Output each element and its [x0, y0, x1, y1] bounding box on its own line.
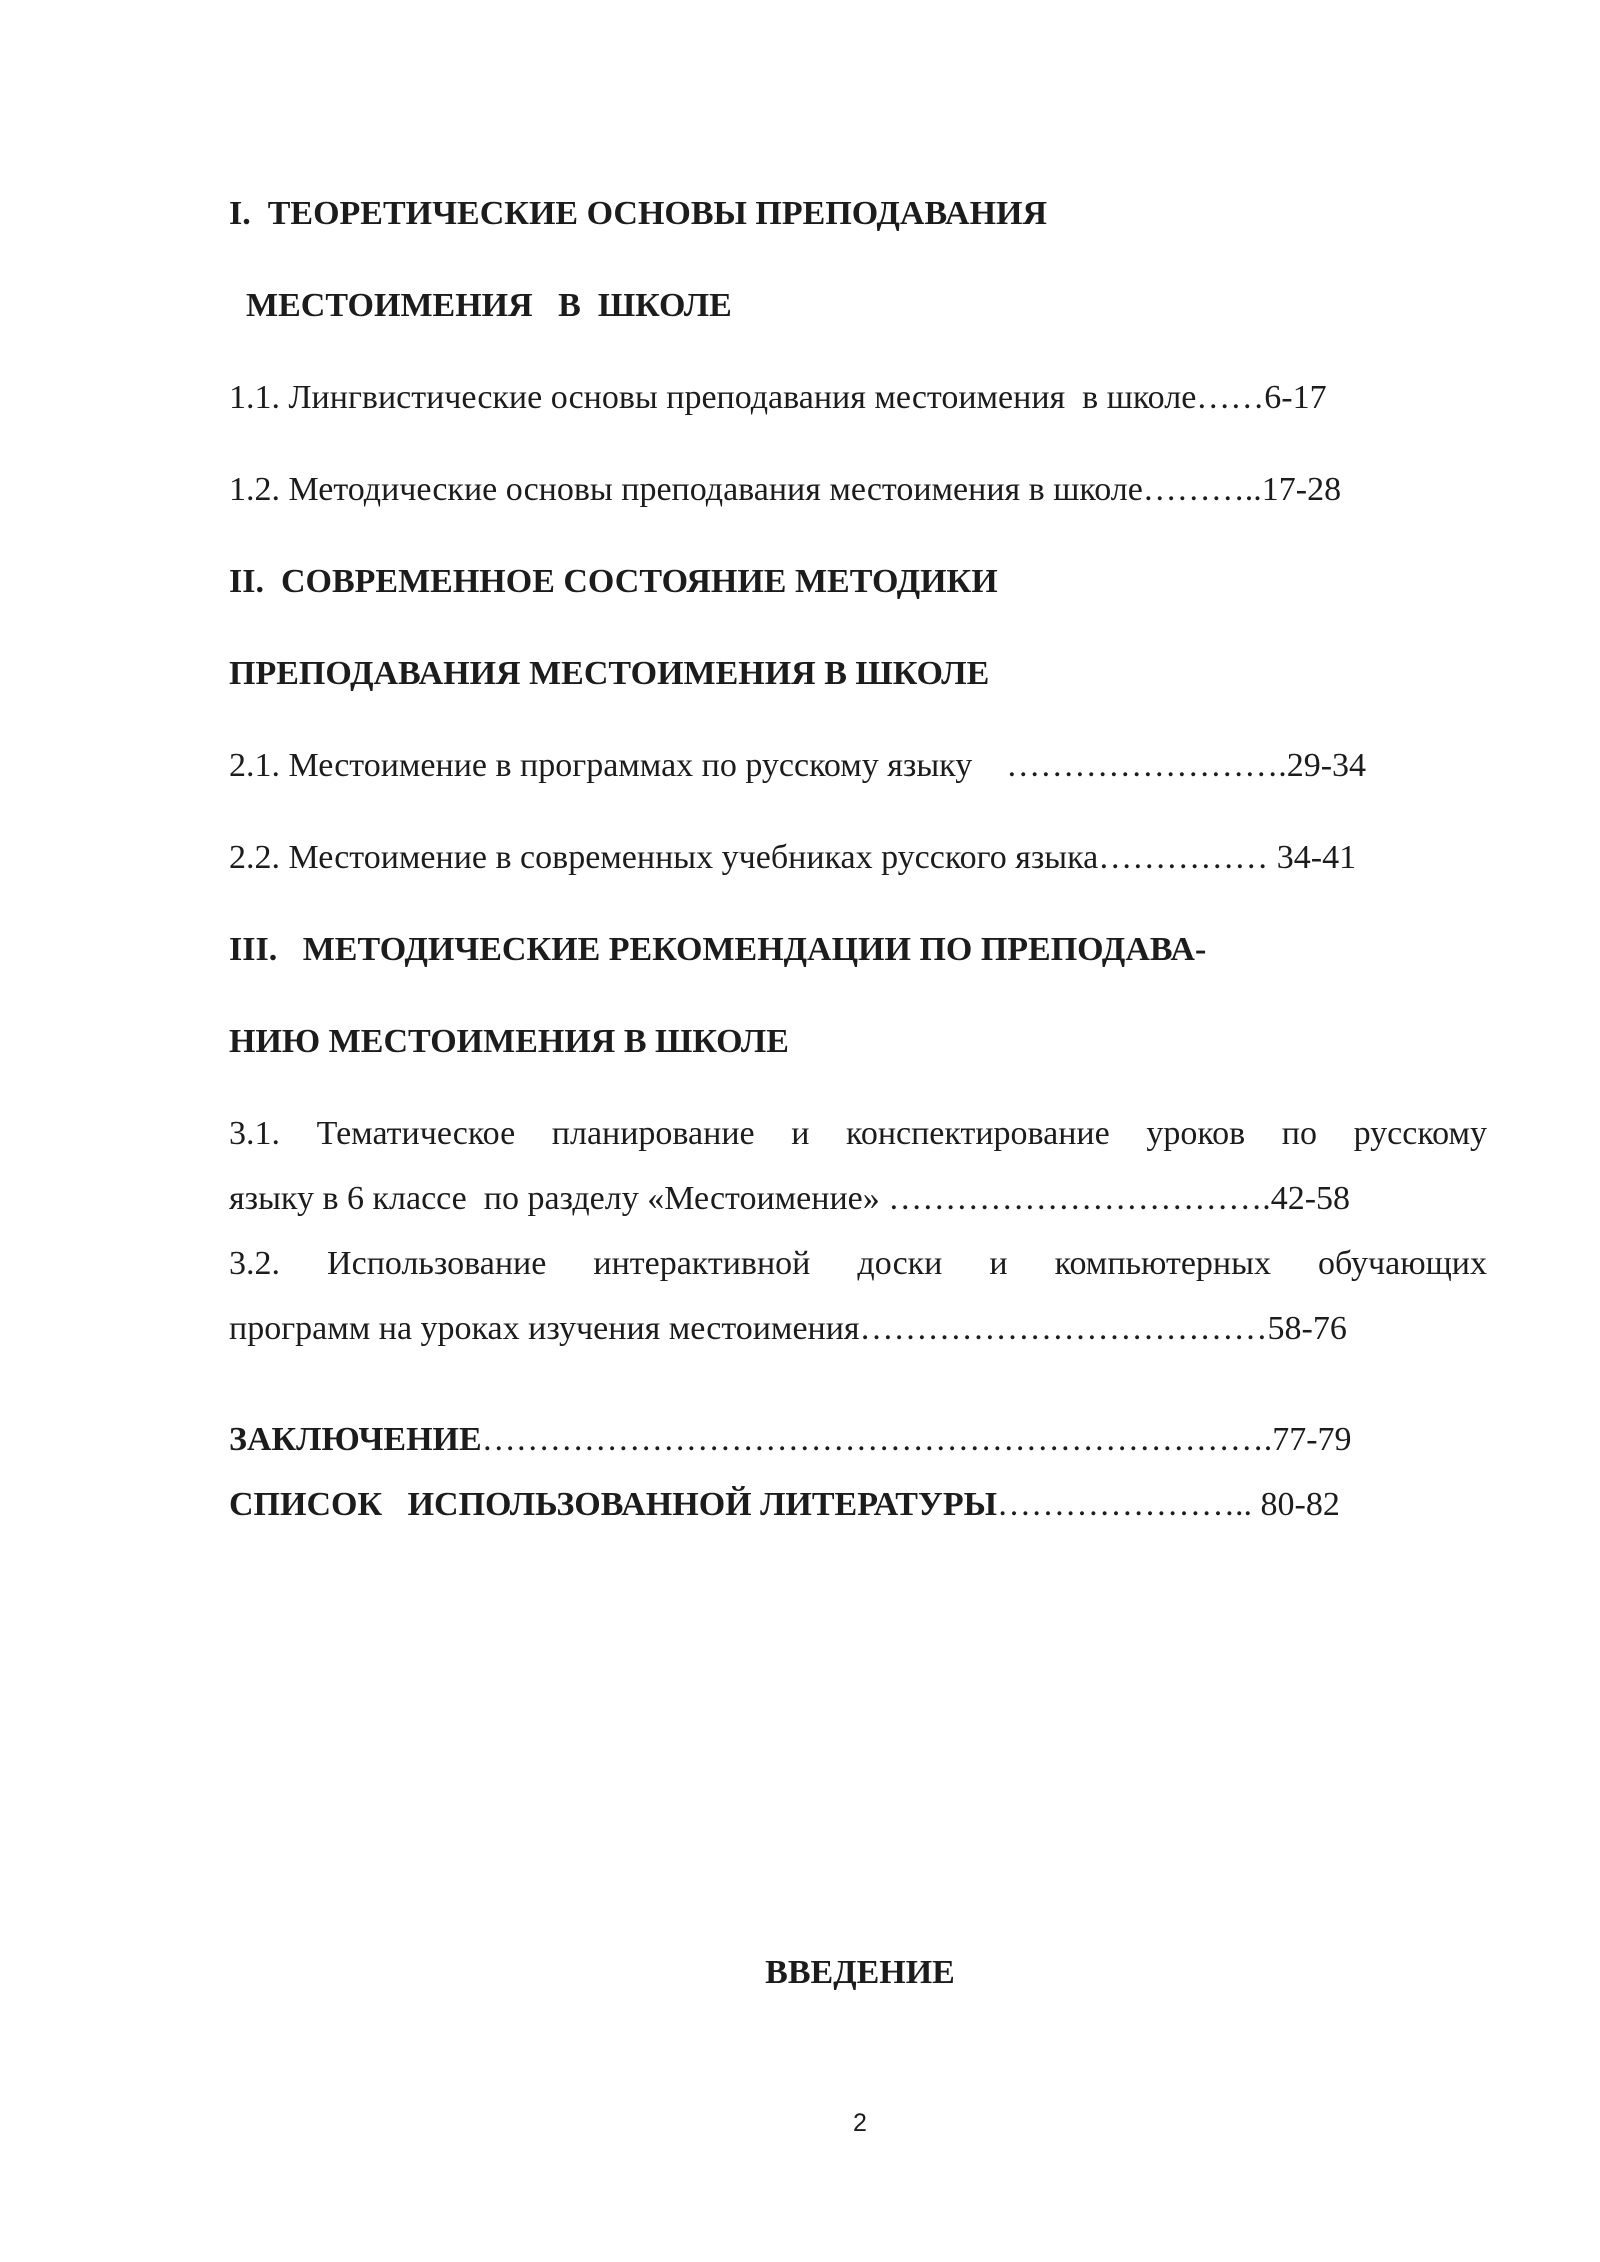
- toc-section-1-line-2: МЕСТОИМЕНИЯ В ШКОЛЕ: [229, 287, 732, 324]
- toc-item-1-2: 1.2. Методические основы преподавания местоимения в школе………..17-28: [229, 471, 1342, 508]
- toc-conclusion: [229, 1420, 1352, 1460]
- toc-item-3-1-line-1: 3.1. Тематическое планирование и конспектирование уроков по русскому: [229, 1115, 1487, 1152]
- toc-item-3-2-line-1: 3.2. Использование интерактивной доски и компьютерных обучающих: [229, 1245, 1487, 1282]
- toc-item-1-1: 1.1. Лингвистические основы преподавания местоимения в школе……6-17: [229, 379, 1327, 416]
- page-number: 2: [853, 2109, 867, 2137]
- toc-section-3-line-2: НИЮ МЕСТОИМЕНИЯ В ШКОЛЕ: [229, 1023, 789, 1060]
- toc-section-2-line-1: II. СОВРЕМЕННОЕ СОСТОЯНИЕ МЕТОДИКИ: [229, 563, 998, 600]
- toc-bibliography-leader: ………………….. 80-82: [997, 1486, 1340, 1523]
- toc-item-2-1: 2.1. Местоимение в программах по русскому языку …………………….29-34: [229, 747, 1367, 784]
- toc-item-3-1-line-2: языку в 6 классе по разделу «Местоимение» …………………………….42-58: [229, 1180, 1351, 1217]
- toc-bibliography: [229, 1485, 1340, 1525]
- intro-heading: ВВЕДЕНИЕ: [765, 1954, 955, 1991]
- toc-item-2-2: 2.2. Местоимение в современных учебниках русского языка…………… 34-41: [229, 839, 1357, 876]
- toc-item-3-2-line-2: программ на уроках изучения местоимения………………………………58-76: [229, 1310, 1347, 1347]
- toc-bibliography-label: СПИСОК ИСПОЛЬЗОВАННОЙ ЛИТЕРАТУРЫ: [229, 1486, 997, 1523]
- toc-conclusion-label: ЗАКЛЮЧЕНИЕ: [229, 1421, 482, 1458]
- toc-section-3-line-1: III. МЕТОДИЧЕСКИЕ РЕКОМЕНДАЦИИ ПО ПРЕПОДАВА-: [229, 931, 1207, 968]
- toc-conclusion-leader: …………………………………………………………….77-79: [481, 1421, 1352, 1458]
- toc-section-2-line-2: ПРЕПОДАВАНИЯ МЕСТОИМЕНИЯ В ШКОЛЕ: [229, 655, 990, 692]
- toc-section-1-line-1: I. ТЕОРЕТИЧЕСКИЕ ОСНОВЫ ПРЕПОДАВАНИЯ: [229, 195, 1048, 232]
